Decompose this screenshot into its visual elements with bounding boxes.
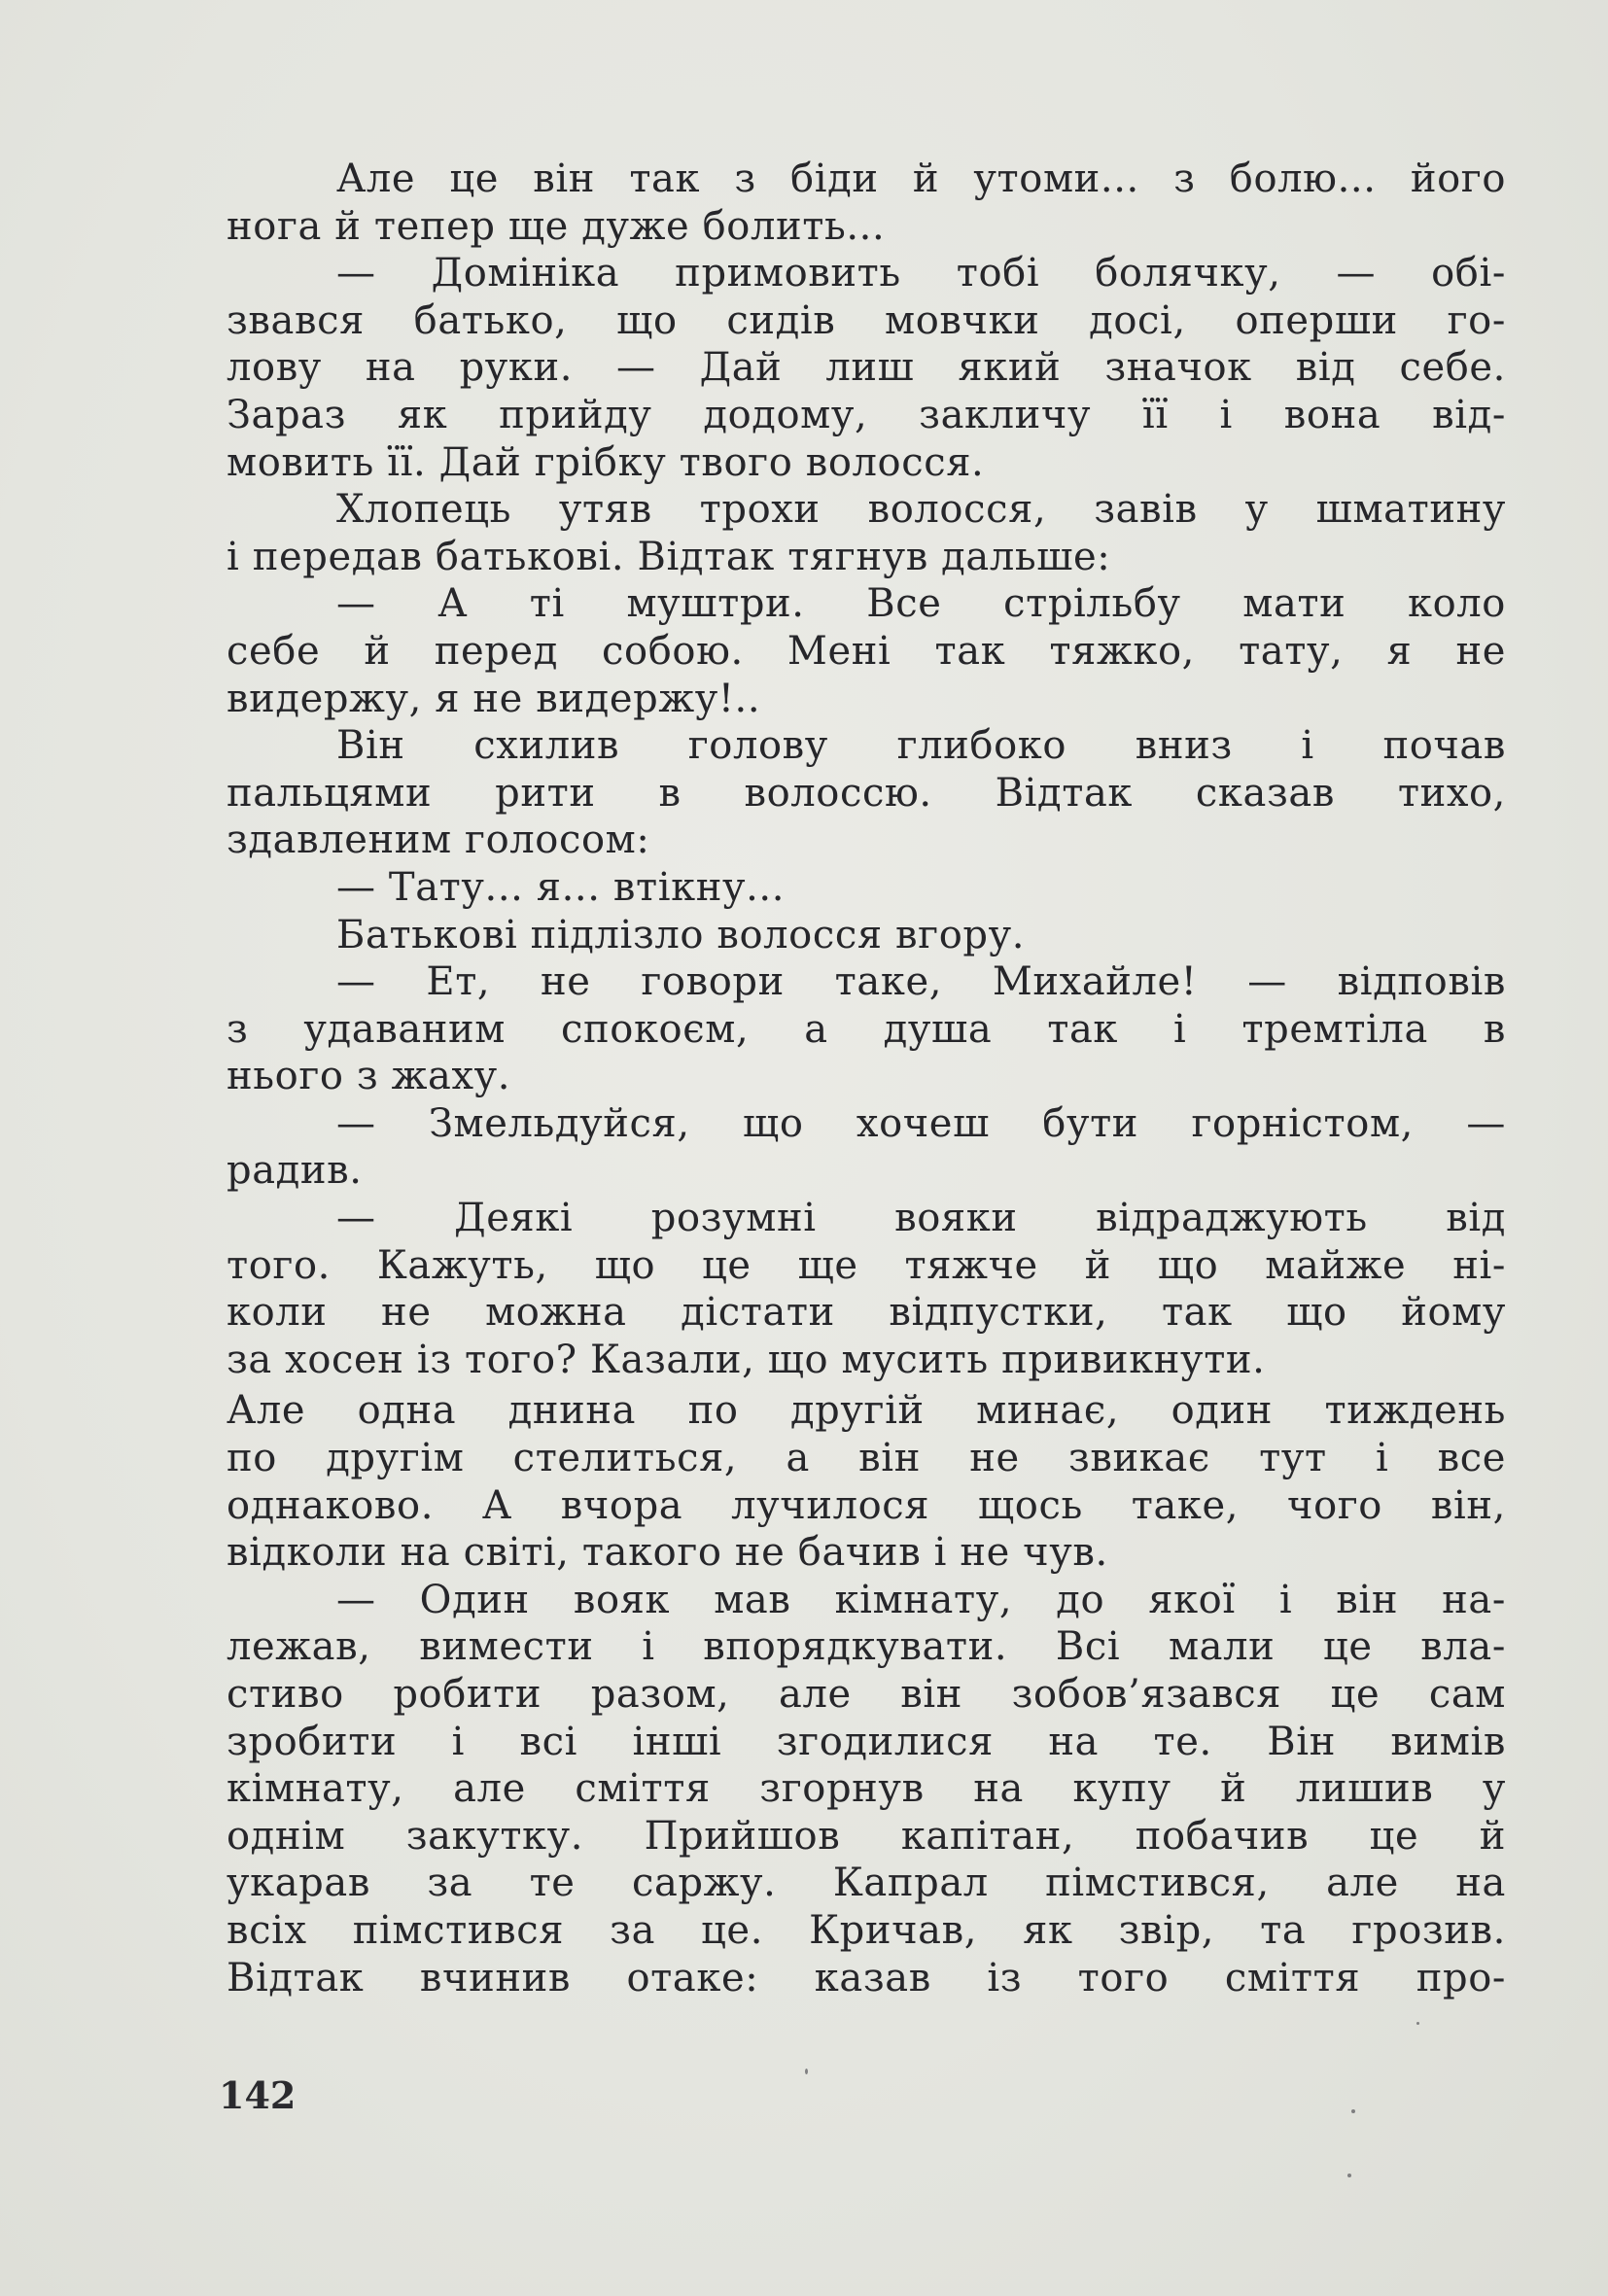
text-line: лову на руки. — Дай лиш який значок від себе. — [227, 345, 1506, 391]
text-line: Батькові підлізло волосся вгору. — [336, 912, 1026, 957]
text-line: лежав, вимести і впорядкувати. Всі мали це вла- — [227, 1624, 1506, 1670]
text-line: здавленим голосом: — [227, 818, 650, 863]
text-line: всіх пімстився за це. Кричав, як звір, та грозив. — [227, 1907, 1506, 1953]
text-line: — Один вояк мав кімнату, до якої і він на- — [336, 1577, 1506, 1622]
text-line: — Тату... я... втікну... — [336, 864, 786, 910]
print-speck — [1347, 2174, 1351, 2177]
text-line: Відтак вчинив отаке: казав із того сміття про- — [227, 1955, 1506, 2000]
body-text — [227, 156, 1506, 2001]
text-line: видержу, я не видержу!.. — [227, 676, 761, 721]
text-line: Зараз як прийду додому, закличу її і вона від- — [227, 392, 1506, 437]
text-line: однаково. А вчора лучилося щось таке, чого він, — [227, 1482, 1506, 1528]
page-number: 142 — [219, 2073, 297, 2117]
text-line: себе й перед собою. Мені так тяжко, тату, я не — [227, 628, 1506, 674]
text-line: зробити і всі інші згодилися на те. Він вимів — [227, 1719, 1506, 1764]
text-line: того. Кажуть, що це ще тяжче й що майже ні- — [227, 1242, 1506, 1288]
text-line: Хлопець утяв трохи волосся, завів у шматину — [336, 487, 1506, 533]
text-line: — Змельдуйся, що хочеш бути горністом, — — [336, 1100, 1506, 1146]
text-line: коли не можна дістати відпустки, так що йому — [227, 1290, 1506, 1336]
text-line: радив. — [227, 1148, 363, 1194]
text-line: Він схилив голову глибоко вниз і почав — [336, 723, 1506, 769]
text-line: з удаваним спокоєм, а душа так і тремтіла в — [227, 1006, 1506, 1052]
text-line: стиво робити разом, але він зобов’язався це сам — [227, 1672, 1506, 1717]
text-line: однім закутку. Прийшов капітан, побачив це й — [227, 1813, 1506, 1859]
text-line: звався батько, що сидів мовчки досі, оперши го- — [227, 297, 1506, 343]
text-line: мовить її. Дай грібку твого волосся. — [227, 439, 985, 485]
text-line: кімнату, але сміття згорнув на купу й лишив у — [227, 1766, 1506, 1812]
text-line: — Деякі розумні вояки відраджують від — [336, 1196, 1506, 1241]
text-line: відколи на світі, такого не бачив і не чув. — [227, 1530, 1108, 1576]
text-line: по другім стелиться, а він не звикає тут і все — [227, 1436, 1506, 1481]
print-speck — [805, 2069, 808, 2074]
text-line: — Домініка примовить тобі болячку, — обі- — [336, 251, 1506, 296]
print-speck — [1351, 2109, 1355, 2113]
text-line: за хосен із того? Казали, що мусить привикнути. — [227, 1337, 1266, 1382]
text-line: і передав батькові. Відтак тягнув дальше: — [227, 534, 1111, 579]
print-speck — [1416, 2022, 1419, 2025]
text-line: — А ті муштри. Все стрільбу мати коло — [336, 581, 1506, 627]
text-line: укарав за те саржу. Капрал пімстився, але на — [227, 1861, 1506, 1906]
text-line: Але одна днина по другій минає, один тиждень — [227, 1388, 1506, 1434]
text-line: пальцями рити в волоссю. Відтак сказав тихо, — [227, 770, 1506, 816]
text-line: нього з жаху. — [227, 1054, 511, 1099]
text-line: Але це він так з біди й утоми... з болю... його — [336, 157, 1506, 201]
text-line: нога й тепер ще дуже болить... — [227, 203, 886, 249]
text-line: — Ет, не говори таке, Михайле! — відповів — [336, 959, 1506, 1005]
